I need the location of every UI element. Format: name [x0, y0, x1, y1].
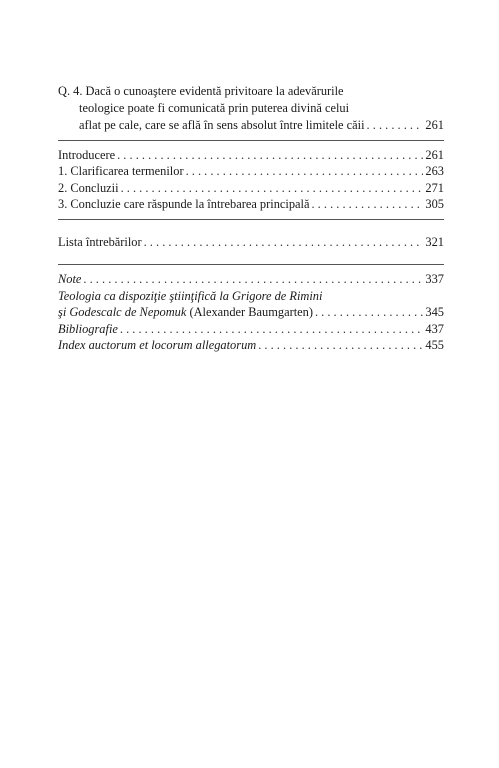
section-list [58, 147, 444, 213]
question-entry [58, 83, 444, 134]
back-matter-list [58, 271, 444, 354]
separator-rule [58, 264, 444, 265]
leader-dots [315, 304, 423, 321]
leader-dots [117, 147, 423, 164]
page-number: 271 [425, 180, 444, 195]
leader-dots [311, 196, 423, 213]
entry-title: Lista întrebărilor [58, 234, 142, 249]
toc-entry-essay [58, 288, 444, 321]
toc-entry-lista-intrebarilor [58, 234, 444, 251]
separator-rule [58, 140, 444, 141]
toc-entry-concluzie-principala [58, 196, 444, 213]
question-line-3 [58, 117, 444, 134]
entry-title: Note [58, 272, 82, 286]
leader-dots [186, 163, 424, 180]
entry-title: 3. Concluzie care răspunde la întrebarea principală [58, 197, 310, 211]
separator-rule [58, 219, 444, 220]
leader-dots [120, 321, 424, 338]
page-number: 261 [425, 118, 444, 132]
page-number: 263 [425, 164, 444, 178]
question-line-1: Q. 4. Dacă o cunoaştere evidentă privitoare la adevărurile [58, 84, 344, 98]
essay-author: (Alexander Baumgarten) [186, 305, 313, 319]
leader-dots [258, 337, 423, 354]
essay-title-italic: şi Godescalc de Nepomuk [58, 305, 187, 319]
question-line-3-text: aflat pe cale, care se află în sens absolut între limitele căii [79, 118, 365, 132]
page-number: 345 [425, 305, 444, 319]
leader-dots [367, 117, 424, 134]
leader-dots [83, 271, 423, 288]
entry-title: 1. Clarificarea termenilor [58, 164, 184, 178]
toc-entry-concluzii [58, 180, 444, 197]
page-number: 337 [425, 272, 444, 286]
essay-title-line-1: Teologia ca dispoziţie ştiinţifică la Grigore de Rimini [58, 288, 323, 303]
leader-dots [121, 180, 424, 197]
toc-entry-clarificarea-termenilor [58, 163, 444, 180]
entry-title: Introducere [58, 147, 116, 162]
entry-title: 2. Concluzii [58, 180, 119, 195]
leader-dots [144, 234, 424, 251]
question-line-2: teologice poate fi comunicată prin puterea divină celui [79, 101, 350, 115]
entry-title: Bibliografie [58, 321, 118, 336]
essay-title-line-2 [58, 304, 444, 321]
toc-entry-note [58, 271, 444, 288]
page-number: 305 [425, 197, 444, 211]
page-number: 321 [425, 234, 444, 249]
page-number: 437 [425, 321, 444, 336]
toc-entry-introducere [58, 147, 444, 164]
page-number: 261 [425, 147, 444, 162]
page-number: 455 [425, 338, 444, 352]
entry-title: Index auctorum et locorum allegatorum [58, 338, 257, 352]
essay-title-line-2-text [58, 304, 313, 321]
toc-entry-index [58, 337, 444, 354]
table-of-contents [58, 83, 444, 354]
toc-entry-bibliografie [58, 321, 444, 338]
